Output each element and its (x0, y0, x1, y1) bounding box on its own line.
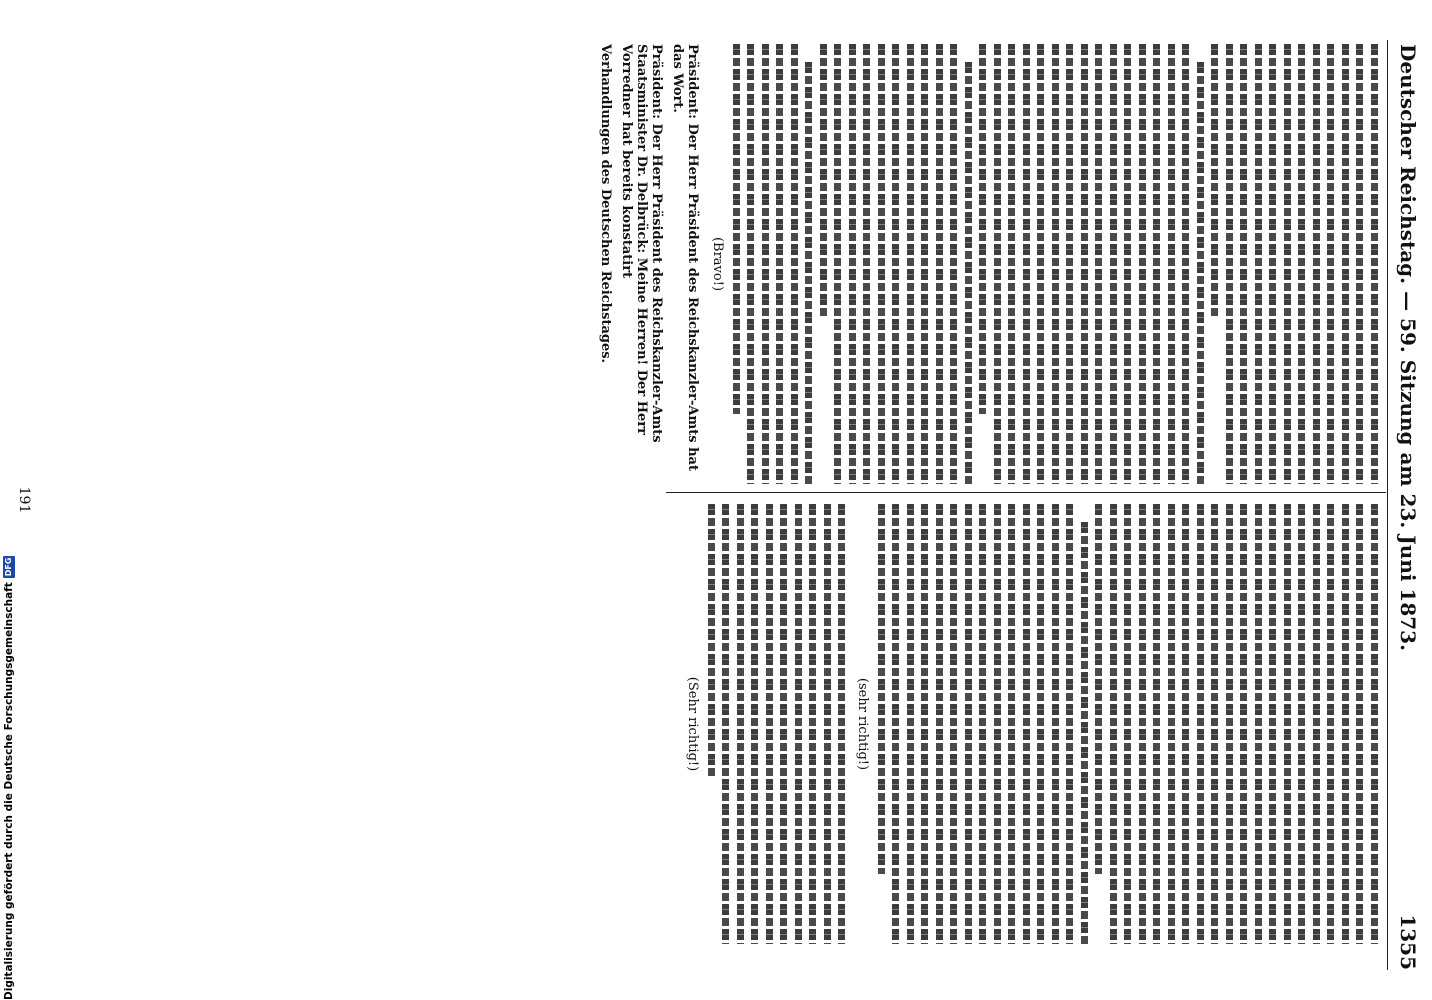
text-line (1038, 504, 1045, 944)
text-line (1255, 44, 1262, 484)
interjection-note: (Sehr richtig!) (685, 676, 701, 772)
text-line (1212, 44, 1219, 317)
interjection-note: (sehr richtig!) (855, 677, 871, 771)
text-line (1038, 44, 1045, 484)
text-line (965, 504, 972, 944)
dfg-logo-icon: DFG (4, 557, 13, 577)
text-line (839, 504, 846, 944)
text-line (1197, 62, 1204, 484)
text-line (1270, 44, 1277, 484)
text-line (1371, 504, 1378, 944)
text-line (965, 62, 972, 484)
text-line (1125, 504, 1132, 944)
text-line (1212, 504, 1219, 944)
speaker-line: Präsident: Der Herr Präsident des Reichskanzler-Amts Staatsminister Dr. Delbrück: Meine Herren! Der Herr Vorredner hat bereits konstatirt (619, 44, 665, 443)
text-line (791, 44, 798, 484)
text-line (907, 504, 914, 944)
text-line (708, 504, 715, 777)
text-line (1357, 504, 1364, 944)
text-line (1270, 504, 1277, 944)
text-line (1328, 504, 1335, 944)
text-line (1342, 44, 1349, 484)
text-line (994, 44, 1001, 484)
text-line (1052, 44, 1059, 484)
text-line (1168, 44, 1175, 484)
page-header: Deutscher Reichstag. — 59. Sitzung am 23. Juni 1873. (1396, 44, 1420, 652)
text-line (922, 44, 929, 484)
text-line (806, 62, 813, 484)
text-line (864, 44, 871, 484)
text-line (893, 44, 900, 484)
text-line (1168, 504, 1175, 944)
text-line (1110, 504, 1117, 944)
text-line (849, 44, 856, 484)
text-line (878, 504, 885, 874)
text-line (766, 504, 773, 944)
text-line (936, 44, 943, 484)
column-divider (666, 492, 1386, 493)
text-line (1154, 44, 1161, 484)
text-line (1299, 504, 1306, 944)
text-line (1284, 504, 1291, 944)
text-line (994, 504, 1001, 944)
text-line (1067, 44, 1074, 484)
text-line (1342, 504, 1349, 944)
text-line (737, 504, 744, 944)
text-line (777, 44, 784, 484)
text-line (1371, 44, 1378, 484)
text-line (733, 44, 740, 414)
header-rule (1387, 40, 1388, 970)
text-line (824, 504, 831, 944)
text-line (1081, 522, 1088, 944)
text-line (1023, 504, 1030, 944)
text-line (1241, 44, 1248, 484)
text-line (1023, 44, 1030, 484)
text-line (835, 44, 842, 484)
text-line (1241, 504, 1248, 944)
text-line (781, 504, 788, 944)
text-line (951, 44, 958, 484)
text-line (1357, 44, 1364, 484)
text-line (1328, 44, 1335, 484)
applause-note: (Bravo!) (710, 236, 726, 292)
text-line (1096, 44, 1103, 484)
text-line (1110, 44, 1117, 484)
text-line (1096, 504, 1103, 874)
text-line (1313, 44, 1320, 484)
text-line (1226, 504, 1233, 944)
text-line (1154, 504, 1161, 944)
section-footer-label: Verhandlungen des Deutschen Reichstages. (598, 44, 614, 364)
text-line (878, 44, 885, 484)
text-line (748, 44, 755, 484)
text-line (922, 504, 929, 944)
text-line (951, 504, 958, 944)
text-column-right (676, 504, 1379, 944)
text-line (723, 504, 730, 944)
text-line (1183, 44, 1190, 484)
text-line (752, 504, 759, 944)
text-line (1255, 504, 1262, 944)
page-number: 1355 (1396, 914, 1420, 970)
text-line (1009, 504, 1016, 944)
text-line (893, 504, 900, 944)
text-line (1197, 504, 1204, 944)
text-line (1009, 44, 1016, 484)
text-line (936, 504, 943, 944)
speaker-line: Präsident: Der Herr Präsident des Reichskanzler-Amts hat das Wort. (670, 44, 701, 471)
digitization-text: Digitalisierung gefördert durch die Deutsche Forschungsgemeinschaft (3, 582, 15, 1000)
text-line (1139, 44, 1146, 484)
digitization-notice (1, 557, 17, 1000)
text-line (980, 504, 987, 944)
text-line (1284, 44, 1291, 484)
text-line (1081, 44, 1088, 484)
text-line (980, 44, 987, 414)
text-line (1183, 504, 1190, 944)
text-line (1139, 504, 1146, 944)
text-line (1052, 504, 1059, 944)
text-line (907, 44, 914, 484)
text-line (1067, 504, 1074, 944)
text-line (795, 504, 802, 944)
text-line (1226, 44, 1233, 484)
page-footer-number: 191 (16, 486, 32, 514)
text-line (1313, 504, 1320, 944)
text-line (1125, 44, 1132, 484)
text-line (1299, 44, 1306, 484)
text-column-left (593, 44, 1379, 484)
text-line (762, 44, 769, 484)
text-line (820, 44, 827, 317)
text-line (810, 504, 817, 944)
